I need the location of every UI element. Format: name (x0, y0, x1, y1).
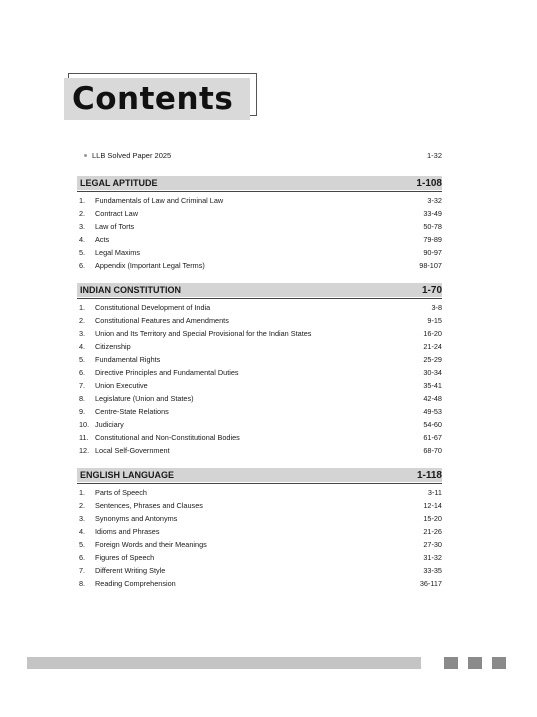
item-pages: 15-20 (423, 514, 442, 523)
list-item (77, 392, 442, 405)
item-pages: 27-30 (423, 540, 442, 549)
item-number: 3. (79, 222, 86, 231)
item-label: Idioms and Phrases (95, 527, 160, 536)
item-label: Citizenship (95, 342, 131, 351)
item-number: 3. (79, 329, 86, 338)
item-label: Different Writing Style (95, 566, 166, 575)
intro-label: LLB Solved Paper 2025 (92, 150, 172, 160)
section-page-range: 1-118 (416, 469, 442, 481)
list-item (77, 379, 442, 392)
contents-heading-block (64, 73, 258, 120)
section-title: LEGAL APTITUDE (80, 178, 158, 188)
item-number: 4. (79, 342, 86, 351)
list-item (77, 577, 442, 590)
section-header (77, 176, 442, 190)
item-number: 12. (79, 446, 90, 455)
intro-pages: 1-32 (426, 150, 442, 160)
item-pages: 61-67 (423, 433, 442, 442)
item-pages: 36-117 (419, 579, 442, 588)
list-item (77, 353, 442, 366)
item-number: 11. (79, 433, 89, 442)
section-header (77, 283, 442, 297)
item-number: 5. (79, 540, 86, 549)
list-item (77, 314, 442, 327)
item-pages: 98-107 (419, 261, 442, 270)
item-number: 1. (79, 196, 86, 205)
item-label: Local Self-Government (95, 446, 170, 455)
item-pages: 35-41 (423, 381, 442, 390)
item-pages: 3-11 (427, 488, 442, 497)
item-label: Sentences, Phrases and Clauses (95, 501, 203, 510)
item-number: 1. (79, 303, 86, 312)
item-pages: 25-29 (423, 355, 442, 364)
item-number: 6. (79, 553, 86, 562)
list-item (77, 259, 442, 272)
item-label: Synonyms and Antonyms (95, 514, 178, 523)
item-label: Figures of Speech (95, 553, 155, 562)
item-label: Law of Torts (95, 222, 135, 231)
list-item (77, 444, 442, 457)
table-of-contents (77, 148, 442, 601)
footer-square-3 (492, 657, 506, 669)
item-label: Constitutional Development of India (95, 303, 211, 312)
section-divider (77, 298, 442, 299)
item-label: Directive Principles and Fundamental Duties (95, 368, 239, 377)
item-number: 2. (79, 316, 86, 325)
item-number: 3. (79, 514, 86, 523)
item-number: 7. (79, 566, 86, 575)
section-page-range: 1-108 (416, 177, 442, 189)
list-item (77, 194, 442, 207)
item-number: 2. (79, 501, 86, 510)
item-pages: 90-97 (423, 248, 442, 257)
item-number: 4. (79, 527, 86, 536)
footer-bar (27, 657, 421, 669)
sections-container (77, 176, 442, 590)
list-item (77, 512, 442, 525)
item-pages: 54-60 (423, 420, 442, 429)
list-item (77, 486, 442, 499)
list-item (77, 366, 442, 379)
item-pages: 12-14 (423, 501, 442, 510)
list-item (77, 340, 442, 353)
item-pages: 30-34 (423, 368, 442, 377)
section-title: ENGLISH LANGUAGE (80, 470, 175, 480)
intro-entry (77, 148, 442, 162)
list-item (77, 499, 442, 512)
section-header (77, 468, 442, 482)
item-number: 9. (79, 407, 86, 416)
list-item (77, 551, 442, 564)
list-item (77, 538, 442, 551)
item-pages: 79-89 (423, 235, 442, 244)
item-number: 2. (79, 209, 86, 218)
item-number: 5. (79, 355, 86, 364)
item-label: Judiciary (95, 420, 124, 429)
item-label: Union and Its Territory and Special Provisional for the Indian States (95, 329, 312, 338)
list-item (77, 327, 442, 340)
section-english-language (77, 468, 442, 590)
item-pages: 50-78 (423, 222, 442, 231)
item-number: 8. (79, 579, 86, 588)
list-item (77, 246, 442, 259)
item-label: Appendix (Important Legal Terms) (95, 261, 205, 270)
item-number: 6. (79, 261, 86, 270)
item-number: 8. (79, 394, 86, 403)
footer-square-2 (468, 657, 482, 669)
footer-square-1 (444, 657, 458, 669)
item-number: 7. (79, 381, 86, 390)
item-pages: 21-26 (423, 527, 442, 536)
heading-shaded-box (64, 78, 250, 120)
page-title: Contents (72, 81, 234, 117)
section-legal-aptitude (77, 176, 442, 272)
list-item (77, 301, 442, 314)
item-number: 5. (79, 248, 86, 257)
item-label: Acts (95, 235, 110, 244)
item-pages: 42-48 (423, 394, 442, 403)
list-item (77, 207, 442, 220)
item-label: Fundamental Rights (95, 355, 161, 364)
item-pages: 3-8 (431, 303, 442, 312)
list-item (77, 418, 442, 431)
item-pages: 9-15 (427, 316, 442, 325)
list-item (77, 233, 442, 246)
list-item (77, 405, 442, 418)
list-item (77, 564, 442, 577)
item-pages: 49-53 (423, 407, 442, 416)
section-page-range: 1-70 (421, 284, 442, 296)
item-number: 1. (79, 488, 86, 497)
item-label: Centre-State Relations (95, 407, 169, 416)
section-divider (77, 191, 442, 192)
item-label: Constitutional and Non-Constitutional Bodies (95, 433, 240, 442)
item-label: Fundamentals of Law and Criminal Law (95, 196, 224, 205)
item-pages: 33-49 (423, 209, 442, 218)
item-label: Legal Maxims (95, 248, 141, 257)
item-number: 6. (79, 368, 86, 377)
item-pages: 68-70 (423, 446, 442, 455)
item-label: Reading Comprehension (95, 579, 176, 588)
item-label: Legislature (Union and States) (95, 394, 194, 403)
bullet-icon (84, 154, 87, 157)
item-pages: 21-24 (423, 342, 442, 351)
item-pages: 33-35 (423, 566, 442, 575)
item-pages: 3-32 (427, 196, 442, 205)
list-item (77, 431, 442, 444)
item-label: Union Executive (95, 381, 148, 390)
section-divider (77, 483, 442, 484)
section-title: INDIAN CONSTITUTION (80, 285, 181, 295)
item-number: 10. (79, 420, 90, 429)
item-label: Constitutional Features and Amendments (95, 316, 229, 325)
section-indian-constitution (77, 283, 442, 457)
item-label: Contract Law (95, 209, 138, 218)
item-label: Foreign Words and their Meanings (95, 540, 207, 549)
item-number: 4. (79, 235, 86, 244)
item-label: Parts of Speech (95, 488, 147, 497)
item-pages: 31-32 (423, 553, 442, 562)
item-pages: 16-20 (423, 329, 442, 338)
list-item (77, 220, 442, 233)
list-item (77, 525, 442, 538)
